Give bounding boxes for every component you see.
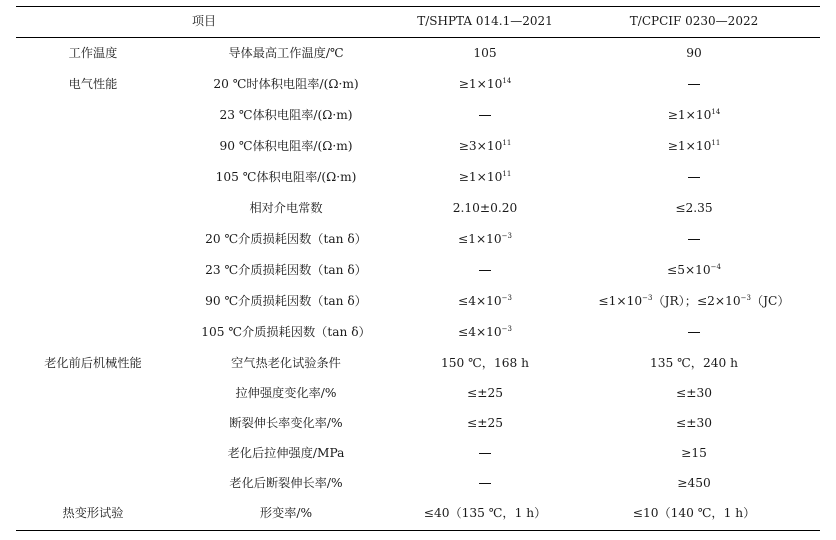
table-cell-item: 断裂伸长率变化率/% <box>229 416 343 430</box>
table-cell-a <box>479 107 491 123</box>
table-cell-item: 导体最高工作温度/℃ <box>228 46 344 60</box>
table-cell-b: 90 <box>686 46 702 60</box>
table-cell-a: $\ge 3\times 10^{11}$ <box>458 138 512 153</box>
dash-mark <box>688 239 700 241</box>
table-cell-item: 老化后断裂伸长率/% <box>229 476 343 490</box>
table-cell-b <box>688 169 700 185</box>
table-cell-a: 150 ℃，168 h <box>441 356 529 370</box>
table-cell-a: $\le 4\times 10^{-3}$ <box>457 324 513 339</box>
table-cell-item: 拉伸强度变化率/% <box>235 386 337 400</box>
dash-mark <box>479 483 491 485</box>
table-cell-item: 23 ℃体积电阻率/(Ω·m) <box>219 108 353 122</box>
table-cell-b: $\le 1\times 10^{-3}(JR)$；$\le 2\times 10^{-3}(JC)$ <box>598 293 790 308</box>
table-cell-b: ≥15 <box>681 446 707 460</box>
table-cell-a: $\le 1\times 10^{-3}$ <box>457 231 513 246</box>
table-bottom-rule <box>16 530 820 531</box>
table-cell-b: $\le 5\times 10^{-4}$ <box>666 262 722 277</box>
table-cell-item: 105 ℃介质损耗因数（tan δ） <box>201 325 371 339</box>
table-cell-a: ≤±25 <box>467 386 503 400</box>
table-cell-b: ≤±30 <box>676 416 712 430</box>
header-item: 项目 <box>191 14 217 28</box>
header-standard-b: T/CPCIF 0230—2022 <box>629 14 759 28</box>
dash-mark <box>479 453 491 455</box>
table-cell-b: $\ge 1\times 10^{11}$ <box>667 138 721 153</box>
dash-mark <box>479 115 491 117</box>
table-cell-item: 相对介电常数 <box>249 201 323 215</box>
category-working-temperature: 工作温度 <box>68 46 118 60</box>
table-cell-a <box>479 262 491 278</box>
table-cell-item: 20 ℃介质损耗因数（tan δ） <box>205 232 367 246</box>
table-cell-b: ≤10（140 ℃，1 h） <box>632 506 756 520</box>
table-cell-item: 90 ℃体积电阻率/(Ω·m) <box>219 139 353 153</box>
table-cell-b: ≤±30 <box>676 386 712 400</box>
table-cell-item: 23 ℃介质损耗因数（tan δ） <box>205 263 367 277</box>
table-cell-item: 形变率/% <box>259 506 313 520</box>
dash-mark <box>479 270 491 272</box>
table-cell-b: 135 ℃，240 h <box>650 356 738 370</box>
category-heat-deformation: 热变形试验 <box>62 506 124 520</box>
table-cell-b <box>688 324 700 340</box>
dash-mark <box>688 177 700 179</box>
table-cell-a: 2.10±0.20 <box>452 201 518 215</box>
table-cell-a: ≤40（135 ℃，1 h） <box>423 506 547 520</box>
table-cell-item: 90 ℃介质损耗因数（tan δ） <box>205 294 367 308</box>
table-cell-item: 老化后拉伸强度/MPa <box>227 446 345 460</box>
table-cell-item: 空气热老化试验条件 <box>231 356 341 370</box>
table-cell-a: $\ge 1\times 10^{11}$ <box>458 169 512 184</box>
table-cell-b: $\ge 1\times 10^{14}$ <box>667 107 721 122</box>
table-cell-b <box>688 76 700 92</box>
table-cell-a: ≤±25 <box>467 416 503 430</box>
dash-mark <box>688 84 700 86</box>
table-cell-a: $\ge 1\times 10^{14}$ <box>458 76 512 91</box>
category-electrical-performance: 电气性能 <box>68 77 118 91</box>
category-aging-mechanical: 老化前后机械性能 <box>44 356 142 370</box>
table-cell-b: ≤2.35 <box>675 201 713 215</box>
table-cell-a: 105 <box>473 46 497 60</box>
table-cell-a: $\le 4\times 10^{-3}$ <box>457 293 513 308</box>
table-cell-item: 20 ℃时体积电阻率/(Ω·m) <box>213 77 359 91</box>
header-standard-a: T/SHPTA 014.1—2021 <box>417 14 553 28</box>
table-header-rule <box>16 37 820 38</box>
table-cell-a <box>479 445 491 461</box>
table-cell-b <box>688 231 700 247</box>
table-top-rule <box>16 6 820 7</box>
table-cell-item: 105 ℃体积电阻率/(Ω·m) <box>215 170 357 184</box>
table-cell-b: ≥450 <box>677 476 711 490</box>
dash-mark <box>688 332 700 334</box>
table-cell-a <box>479 475 491 491</box>
